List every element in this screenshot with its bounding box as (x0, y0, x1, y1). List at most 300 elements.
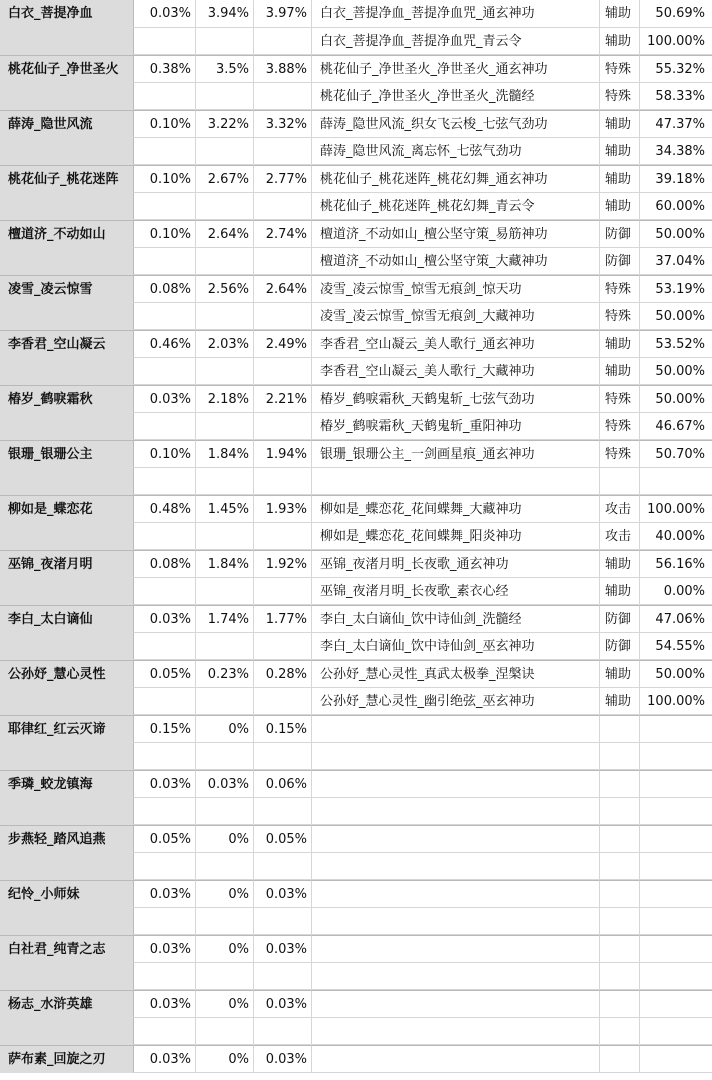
rate-cell-1[interactable] (134, 633, 196, 661)
hero-name-cell[interactable]: 巫锦_夜渚月明 (0, 550, 134, 578)
rate-cell-2[interactable]: 1.74% (196, 605, 254, 633)
rate-total-cell[interactable] (254, 578, 312, 606)
table-row (0, 688, 712, 716)
rate-cell-1[interactable] (134, 743, 196, 771)
win-rate-cell[interactable]: 50.00% (640, 358, 712, 386)
rate-cell-1[interactable]: 0.48% (134, 495, 196, 523)
skill-type-cell[interactable]: 特殊 (600, 413, 640, 441)
rate-total-cell[interactable]: 1.93% (254, 495, 312, 523)
rate-cell-2[interactable] (196, 138, 254, 166)
skill-type-cell[interactable]: 辅助 (600, 0, 640, 28)
skill-type-cell[interactable] (600, 963, 640, 991)
rate-cell-2[interactable]: 0% (196, 1045, 254, 1073)
rate-cell-1[interactable]: 0.05% (134, 660, 196, 688)
rate-cell-1[interactable]: 0.10% (134, 165, 196, 193)
table-row (0, 633, 712, 661)
skill-type-cell[interactable]: 辅助 (600, 358, 640, 386)
table-row (0, 1018, 712, 1046)
rate-total-cell[interactable] (254, 908, 312, 936)
rate-cell-2[interactable]: 1.45% (196, 495, 254, 523)
hero-name-cell[interactable]: 步燕轻_踏风追燕 (0, 825, 134, 853)
skill-type-cell[interactable]: 特殊 (600, 303, 640, 331)
hero-name-cell[interactable] (0, 963, 134, 991)
rate-total-cell[interactable]: 0.05% (254, 825, 312, 853)
win-rate-cell[interactable] (640, 1045, 712, 1073)
hero-name-cell[interactable] (0, 523, 134, 551)
hero-name-cell[interactable]: 李白_太白谪仙 (0, 605, 134, 633)
hero-name-cell[interactable]: 白衣_菩提净血 (0, 0, 134, 28)
hero-name-cell[interactable] (0, 303, 134, 331)
hero-name-cell[interactable]: 椿岁_鹤唳霜秋 (0, 385, 134, 413)
skill-combo-cell[interactable]: 椿岁_鹤唳霜秋_天鹤鬼斩_重阳神功 (312, 413, 600, 441)
skill-type-cell[interactable] (600, 798, 640, 826)
rate-cell-2[interactable] (196, 688, 254, 716)
skill-combo-cell[interactable]: 椿岁_鹤唳霜秋_天鹤鬼斩_七弦气劲功 (312, 385, 600, 413)
win-rate-cell[interactable]: 100.00% (640, 28, 712, 56)
rate-cell-2[interactable]: 0% (196, 715, 254, 743)
rate-total-cell[interactable]: 1.77% (254, 605, 312, 633)
skill-combo-cell[interactable]: 白衣_菩提净血_菩提净血咒_青云令 (312, 28, 600, 56)
skill-type-cell[interactable]: 特殊 (600, 440, 640, 468)
skill-type-cell[interactable] (600, 743, 640, 771)
rate-cell-2[interactable] (196, 303, 254, 331)
skill-type-cell[interactable] (600, 770, 640, 798)
hero-name-cell[interactable]: 桃花仙子_桃花迷阵 (0, 165, 134, 193)
rate-cell-2[interactable]: 0% (196, 990, 254, 1018)
skill-combo-cell[interactable]: 薛涛_隐世风流_离忘怀_七弦气劲功 (312, 138, 600, 166)
rate-total-cell[interactable]: 0.03% (254, 990, 312, 1018)
table-row (0, 385, 712, 413)
skill-type-cell[interactable]: 攻击 (600, 495, 640, 523)
skill-type-cell[interactable]: 辅助 (600, 28, 640, 56)
table-row (0, 770, 712, 798)
table-row (0, 550, 712, 578)
rate-cell-1[interactable]: 0.03% (134, 880, 196, 908)
skill-type-cell[interactable]: 辅助 (600, 330, 640, 358)
hero-name-cell[interactable]: 耶律红_红云灭谛 (0, 715, 134, 743)
rate-cell-1[interactable] (134, 248, 196, 276)
skill-type-cell[interactable]: 防御 (600, 248, 640, 276)
hero-name-cell[interactable] (0, 1018, 134, 1046)
rate-total-cell[interactable]: 2.77% (254, 165, 312, 193)
hero-name-cell[interactable]: 白社君_纯青之志 (0, 935, 134, 963)
win-rate-cell[interactable]: 37.04% (640, 248, 712, 276)
win-rate-cell[interactable]: 50.00% (640, 660, 712, 688)
table-row (0, 165, 712, 193)
skill-combo-cell[interactable] (312, 743, 600, 771)
table-row (0, 303, 712, 331)
skill-combo-cell[interactable]: 银珊_银珊公主_一剑画星痕_通玄神功 (312, 440, 600, 468)
rate-cell-1[interactable] (134, 413, 196, 441)
skill-combo-cell[interactable]: 凌雪_凌云惊雪_惊雪无痕剑_惊天功 (312, 275, 600, 303)
skill-combo-cell[interactable] (312, 963, 600, 991)
rate-cell-1[interactable]: 0.03% (134, 1045, 196, 1073)
skill-type-cell[interactable] (600, 853, 640, 881)
hero-name-cell[interactable] (0, 853, 134, 881)
rate-total-cell[interactable]: 0.03% (254, 1045, 312, 1073)
win-rate-cell[interactable] (640, 1018, 712, 1046)
rate-cell-2[interactable] (196, 908, 254, 936)
win-rate-cell[interactable] (640, 880, 712, 908)
rate-cell-1[interactable]: 0.03% (134, 385, 196, 413)
table-row (0, 853, 712, 881)
rate-total-cell[interactable] (254, 303, 312, 331)
rate-cell-1[interactable]: 0.10% (134, 220, 196, 248)
rate-total-cell[interactable] (254, 963, 312, 991)
rate-total-cell[interactable]: 3.88% (254, 55, 312, 83)
hero-name-cell[interactable]: 萨布素_回旋之刃 (0, 1045, 134, 1073)
win-rate-cell[interactable] (640, 908, 712, 936)
rate-total-cell[interactable]: 2.64% (254, 275, 312, 303)
rate-total-cell[interactable] (254, 83, 312, 111)
skill-type-cell[interactable]: 辅助 (600, 550, 640, 578)
rate-total-cell[interactable]: 0.03% (254, 935, 312, 963)
rate-cell-1[interactable]: 0.10% (134, 440, 196, 468)
skill-type-cell[interactable]: 防御 (600, 605, 640, 633)
rate-cell-2[interactable]: 3.22% (196, 110, 254, 138)
win-rate-cell[interactable]: 0.00% (640, 578, 712, 606)
table-row (0, 825, 712, 853)
rate-cell-1[interactable] (134, 193, 196, 221)
skill-combo-cell[interactable]: 檀道济_不动如山_檀公坚守策_易筋神功 (312, 220, 600, 248)
rate-total-cell[interactable] (254, 688, 312, 716)
rate-cell-2[interactable] (196, 358, 254, 386)
table-row (0, 358, 712, 386)
skill-type-cell[interactable]: 辅助 (600, 660, 640, 688)
table-row (0, 578, 712, 606)
rate-cell-1[interactable] (134, 1018, 196, 1046)
skill-combo-cell[interactable]: 桃花仙子_桃花迷阵_桃花幻舞_通玄神功 (312, 165, 600, 193)
win-rate-cell[interactable] (640, 935, 712, 963)
table-row (0, 963, 712, 991)
rate-total-cell[interactable] (254, 358, 312, 386)
rate-total-cell[interactable]: 0.03% (254, 880, 312, 908)
rate-total-cell[interactable] (254, 1018, 312, 1046)
win-rate-cell[interactable]: 58.33% (640, 83, 712, 111)
skill-type-cell[interactable]: 特殊 (600, 275, 640, 303)
rate-cell-1[interactable]: 0.10% (134, 110, 196, 138)
rate-total-cell[interactable]: 3.97% (254, 0, 312, 28)
skill-combo-cell[interactable]: 桃花仙子_桃花迷阵_桃花幻舞_青云令 (312, 193, 600, 221)
rate-cell-2[interactable]: 3.94% (196, 0, 254, 28)
rate-cell-2[interactable] (196, 853, 254, 881)
hero-name-cell[interactable]: 银珊_银珊公主 (0, 440, 134, 468)
skill-type-cell[interactable] (600, 990, 640, 1018)
rate-cell-2[interactable] (196, 798, 254, 826)
rate-cell-1[interactable] (134, 83, 196, 111)
skill-type-cell[interactable] (600, 468, 640, 496)
win-rate-cell[interactable] (640, 853, 712, 881)
rate-cell-2[interactable] (196, 523, 254, 551)
rate-total-cell[interactable]: 1.92% (254, 550, 312, 578)
rate-cell-1[interactable] (134, 28, 196, 56)
table-row (0, 440, 712, 468)
win-rate-cell[interactable]: 100.00% (640, 688, 712, 716)
win-rate-cell[interactable] (640, 825, 712, 853)
skill-type-cell[interactable] (600, 825, 640, 853)
rate-cell-1[interactable]: 0.03% (134, 935, 196, 963)
rate-cell-2[interactable]: 0% (196, 880, 254, 908)
win-rate-cell[interactable]: 47.37% (640, 110, 712, 138)
skill-combo-cell[interactable]: 桃花仙子_净世圣火_净世圣火_洗髓经 (312, 83, 600, 111)
rate-total-cell[interactable]: 3.32% (254, 110, 312, 138)
skill-type-cell[interactable] (600, 715, 640, 743)
rate-total-cell[interactable] (254, 798, 312, 826)
rate-cell-1[interactable] (134, 908, 196, 936)
hero-name-cell[interactable]: 桃花仙子_净世圣火 (0, 55, 134, 83)
win-rate-cell[interactable]: 50.70% (640, 440, 712, 468)
rate-cell-2[interactable] (196, 1018, 254, 1046)
rate-cell-2[interactable] (196, 468, 254, 496)
win-rate-cell[interactable]: 47.06% (640, 605, 712, 633)
rate-cell-2[interactable] (196, 578, 254, 606)
rate-cell-1[interactable]: 0.08% (134, 275, 196, 303)
rate-cell-1[interactable]: 0.03% (134, 990, 196, 1018)
table-row (0, 28, 712, 56)
skill-combo-cell[interactable]: 公孙妤_慧心灵性_幽引绝弦_巫玄神功 (312, 688, 600, 716)
rate-cell-2[interactable]: 3.5% (196, 55, 254, 83)
win-rate-cell[interactable] (640, 990, 712, 1018)
skill-combo-cell[interactable] (312, 1018, 600, 1046)
hero-name-cell[interactable] (0, 908, 134, 936)
win-rate-cell[interactable] (640, 770, 712, 798)
win-rate-cell[interactable] (640, 798, 712, 826)
rate-total-cell[interactable]: 0.06% (254, 770, 312, 798)
rate-cell-1[interactable] (134, 963, 196, 991)
skill-combo-cell[interactable] (312, 770, 600, 798)
skill-type-cell[interactable]: 特殊 (600, 83, 640, 111)
skill-combo-cell[interactable]: 柳如是_蝶恋花_花间蝶舞_大藏神功 (312, 495, 600, 523)
skill-type-cell[interactable] (600, 908, 640, 936)
rate-cell-1[interactable] (134, 688, 196, 716)
table-row (0, 138, 712, 166)
hero-name-cell[interactable] (0, 83, 134, 111)
skill-type-cell[interactable] (600, 880, 640, 908)
win-rate-cell[interactable]: 39.18% (640, 165, 712, 193)
rate-cell-1[interactable]: 0.03% (134, 0, 196, 28)
win-rate-cell[interactable]: 50.00% (640, 303, 712, 331)
rate-total-cell[interactable] (254, 28, 312, 56)
hero-name-cell[interactable] (0, 138, 134, 166)
rate-cell-2[interactable]: 2.67% (196, 165, 254, 193)
table-row (0, 275, 712, 303)
skill-type-cell[interactable]: 辅助 (600, 165, 640, 193)
skill-type-cell[interactable]: 辅助 (600, 110, 640, 138)
skill-combo-cell[interactable] (312, 853, 600, 881)
skill-combo-cell[interactable]: 桃花仙子_净世圣火_净世圣火_通玄神功 (312, 55, 600, 83)
hero-name-cell[interactable] (0, 798, 134, 826)
hero-name-cell[interactable] (0, 193, 134, 221)
rate-total-cell[interactable] (254, 413, 312, 441)
skill-combo-cell[interactable] (312, 990, 600, 1018)
skill-combo-cell[interactable]: 薛涛_隐世风流_织女飞云梭_七弦气劲功 (312, 110, 600, 138)
hero-name-cell[interactable] (0, 578, 134, 606)
skill-combo-cell[interactable]: 李白_太白谪仙_饮中诗仙剑_巫玄神功 (312, 633, 600, 661)
hero-name-cell[interactable]: 柳如是_蝶恋花 (0, 495, 134, 523)
skill-type-cell[interactable]: 攻击 (600, 523, 640, 551)
hero-name-cell[interactable] (0, 633, 134, 661)
win-rate-cell[interactable]: 53.19% (640, 275, 712, 303)
rate-cell-2[interactable] (196, 743, 254, 771)
win-rate-cell[interactable]: 34.38% (640, 138, 712, 166)
rate-cell-1[interactable] (134, 798, 196, 826)
rate-cell-2[interactable]: 0% (196, 825, 254, 853)
rate-total-cell[interactable] (254, 193, 312, 221)
rate-total-cell[interactable]: 0.15% (254, 715, 312, 743)
skill-type-cell[interactable] (600, 1045, 640, 1073)
win-rate-cell[interactable]: 60.00% (640, 193, 712, 221)
skill-type-cell[interactable] (600, 1018, 640, 1046)
skill-combo-cell[interactable] (312, 1045, 600, 1073)
skill-type-cell[interactable]: 防御 (600, 633, 640, 661)
hero-name-cell[interactable]: 公孙妤_慧心灵性 (0, 660, 134, 688)
skill-type-cell[interactable]: 辅助 (600, 193, 640, 221)
table-row (0, 413, 712, 441)
skill-combo-cell[interactable] (312, 468, 600, 496)
hero-name-cell[interactable] (0, 358, 134, 386)
win-rate-cell[interactable]: 54.55% (640, 633, 712, 661)
rate-cell-1[interactable] (134, 853, 196, 881)
rate-cell-1[interactable] (134, 523, 196, 551)
table-row (0, 110, 712, 138)
rate-cell-2[interactable]: 2.64% (196, 220, 254, 248)
skill-combo-cell[interactable]: 白衣_菩提净血_菩提净血咒_通玄神功 (312, 0, 600, 28)
skill-combo-cell[interactable] (312, 798, 600, 826)
rate-cell-2[interactable]: 0.23% (196, 660, 254, 688)
hero-name-cell[interactable]: 纪怜_小师妹 (0, 880, 134, 908)
skill-combo-cell[interactable] (312, 908, 600, 936)
rate-total-cell[interactable]: 1.94% (254, 440, 312, 468)
hero-name-cell[interactable]: 薛涛_隐世风流 (0, 110, 134, 138)
rate-cell-1[interactable] (134, 138, 196, 166)
rate-cell-2[interactable]: 1.84% (196, 550, 254, 578)
table-row (0, 908, 712, 936)
hero-name-cell[interactable]: 杨志_水浒英雄 (0, 990, 134, 1018)
table-row (0, 660, 712, 688)
rate-total-cell[interactable] (254, 248, 312, 276)
win-rate-cell[interactable]: 100.00% (640, 495, 712, 523)
win-rate-cell[interactable]: 50.00% (640, 220, 712, 248)
win-rate-cell[interactable] (640, 963, 712, 991)
skill-type-cell[interactable]: 辅助 (600, 578, 640, 606)
hero-name-cell[interactable] (0, 413, 134, 441)
win-rate-cell[interactable] (640, 743, 712, 771)
skill-combo-cell[interactable]: 公孙妤_慧心灵性_真武太极拳_涅槃诀 (312, 660, 600, 688)
rate-total-cell[interactable]: 0.28% (254, 660, 312, 688)
hero-name-cell[interactable]: 李香君_空山凝云 (0, 330, 134, 358)
skill-type-cell[interactable]: 特殊 (600, 385, 640, 413)
win-rate-cell[interactable]: 46.67% (640, 413, 712, 441)
skill-combo-cell[interactable]: 巫锦_夜渚月明_长夜歌_通玄神功 (312, 550, 600, 578)
rate-total-cell[interactable] (254, 138, 312, 166)
hero-name-cell[interactable]: 季璘_蛟龙镇海 (0, 770, 134, 798)
rate-cell-1[interactable]: 0.05% (134, 825, 196, 853)
rate-cell-2[interactable]: 0% (196, 935, 254, 963)
win-rate-cell[interactable]: 55.32% (640, 55, 712, 83)
rate-cell-2[interactable]: 2.03% (196, 330, 254, 358)
rate-total-cell[interactable] (254, 633, 312, 661)
skill-type-cell[interactable] (600, 935, 640, 963)
skill-combo-cell[interactable]: 柳如是_蝶恋花_花间蝶舞_阳炎神功 (312, 523, 600, 551)
rate-cell-1[interactable]: 0.15% (134, 715, 196, 743)
rate-cell-1[interactable] (134, 578, 196, 606)
rate-cell-1[interactable]: 0.38% (134, 55, 196, 83)
rate-cell-2[interactable] (196, 248, 254, 276)
rate-total-cell[interactable] (254, 468, 312, 496)
skill-combo-cell[interactable]: 李白_太白谪仙_饮中诗仙剑_洗髓经 (312, 605, 600, 633)
rate-cell-2[interactable]: 1.84% (196, 440, 254, 468)
win-rate-cell[interactable] (640, 468, 712, 496)
table-row (0, 55, 712, 83)
rate-cell-1[interactable]: 0.03% (134, 770, 196, 798)
table-row (0, 715, 712, 743)
skill-combo-cell[interactable]: 檀道济_不动如山_檀公坚守策_大藏神功 (312, 248, 600, 276)
rate-cell-2[interactable] (196, 28, 254, 56)
skill-type-cell[interactable]: 特殊 (600, 55, 640, 83)
skill-combo-cell[interactable]: 李香君_空山凝云_美人歌行_通玄神功 (312, 330, 600, 358)
rate-cell-1[interactable]: 0.08% (134, 550, 196, 578)
skill-combo-cell[interactable] (312, 935, 600, 963)
rate-cell-2[interactable] (196, 413, 254, 441)
hero-name-cell[interactable] (0, 28, 134, 56)
hero-name-cell[interactable] (0, 688, 134, 716)
rate-total-cell[interactable]: 2.74% (254, 220, 312, 248)
win-rate-cell[interactable] (640, 715, 712, 743)
skill-combo-cell[interactable]: 李香君_空山凝云_美人歌行_大藏神功 (312, 358, 600, 386)
rate-cell-1[interactable]: 0.03% (134, 605, 196, 633)
skill-type-cell[interactable]: 辅助 (600, 138, 640, 166)
skill-combo-cell[interactable]: 巫锦_夜渚月明_长夜歌_素衣心经 (312, 578, 600, 606)
hero-name-cell[interactable] (0, 248, 134, 276)
hero-name-cell[interactable]: 凌雪_凌云惊雪 (0, 275, 134, 303)
skill-combo-cell[interactable]: 凌雪_凌云惊雪_惊雪无痕剑_大藏神功 (312, 303, 600, 331)
rate-cell-1[interactable] (134, 468, 196, 496)
rate-cell-2[interactable]: 0.03% (196, 770, 254, 798)
rate-cell-2[interactable]: 2.18% (196, 385, 254, 413)
rate-total-cell[interactable]: 2.49% (254, 330, 312, 358)
rate-cell-2[interactable] (196, 193, 254, 221)
hero-name-cell[interactable] (0, 468, 134, 496)
rate-cell-2[interactable]: 2.56% (196, 275, 254, 303)
win-rate-cell[interactable]: 50.69% (640, 0, 712, 28)
rate-total-cell[interactable]: 2.21% (254, 385, 312, 413)
win-rate-cell[interactable]: 56.16% (640, 550, 712, 578)
skill-combo-cell[interactable] (312, 715, 600, 743)
rate-cell-1[interactable] (134, 358, 196, 386)
rate-cell-1[interactable]: 0.46% (134, 330, 196, 358)
win-rate-cell[interactable]: 53.52% (640, 330, 712, 358)
skill-combo-cell[interactable] (312, 825, 600, 853)
skill-combo-cell[interactable] (312, 880, 600, 908)
rate-cell-1[interactable] (134, 303, 196, 331)
hero-name-cell[interactable]: 檀道济_不动如山 (0, 220, 134, 248)
win-rate-cell[interactable]: 40.00% (640, 523, 712, 551)
rate-cell-2[interactable] (196, 83, 254, 111)
table-row (0, 248, 712, 276)
rate-total-cell[interactable] (254, 523, 312, 551)
win-rate-cell[interactable]: 50.00% (640, 385, 712, 413)
rate-total-cell[interactable] (254, 743, 312, 771)
table-row (0, 468, 712, 496)
hero-name-cell[interactable] (0, 743, 134, 771)
rate-cell-2[interactable] (196, 633, 254, 661)
table-row (0, 1045, 712, 1073)
skill-type-cell[interactable]: 防御 (600, 220, 640, 248)
table-row (0, 495, 712, 523)
rate-total-cell[interactable] (254, 853, 312, 881)
skill-type-cell[interactable]: 辅助 (600, 688, 640, 716)
rate-cell-2[interactable] (196, 963, 254, 991)
